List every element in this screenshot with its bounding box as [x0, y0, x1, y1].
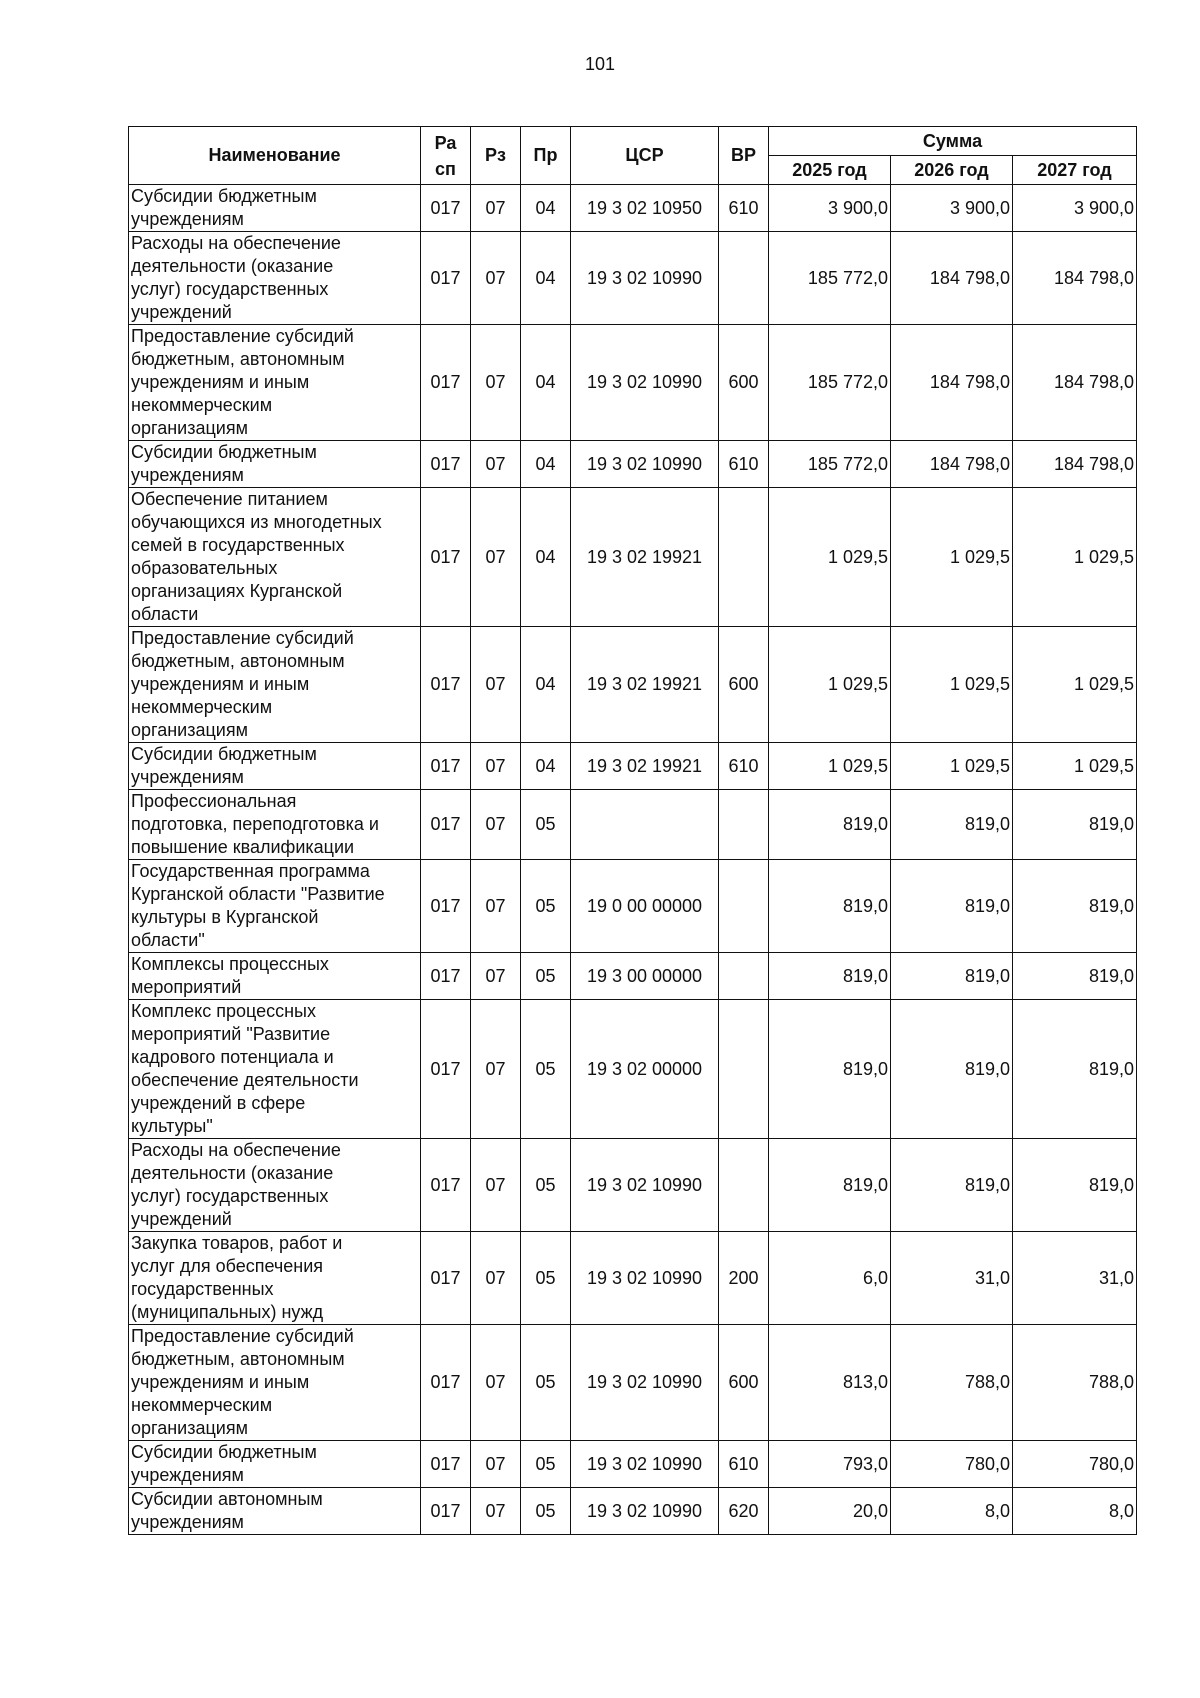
cell-pr: 05 — [521, 790, 571, 860]
cell-csr: 19 3 02 10990 — [571, 441, 719, 488]
cell-name: Государственная программа Курганской области "Развитие культуры в Курганской области" — [129, 860, 421, 953]
cell-csr: 19 0 00 00000 — [571, 860, 719, 953]
cell-csr: 19 3 02 10950 — [571, 185, 719, 232]
cell-2027: 31,0 — [1013, 1232, 1137, 1325]
cell-2027: 1 029,5 — [1013, 488, 1137, 627]
cell-rasp: 017 — [421, 1325, 471, 1441]
cell-2027: 819,0 — [1013, 953, 1137, 1000]
cell-2025: 793,0 — [769, 1441, 891, 1488]
cell-rz: 07 — [471, 1000, 521, 1139]
cell-name: Субсидии бюджетным учреждениям — [129, 1441, 421, 1488]
cell-2027: 3 900,0 — [1013, 185, 1137, 232]
page-number: 101 — [584, 54, 616, 74]
cell-2026: 31,0 — [891, 1232, 1013, 1325]
cell-2027: 819,0 — [1013, 1000, 1137, 1139]
cell-2027: 819,0 — [1013, 860, 1137, 953]
cell-pr: 04 — [521, 627, 571, 743]
cell-2025: 819,0 — [769, 860, 891, 953]
header-name: Наименование — [129, 127, 421, 185]
cell-vr — [719, 1139, 769, 1232]
cell-rasp: 017 — [421, 627, 471, 743]
cell-pr: 05 — [521, 1232, 571, 1325]
cell-2026: 788,0 — [891, 1325, 1013, 1441]
header-year-2025: 2025 год — [769, 156, 891, 185]
header-vr: ВР — [719, 127, 769, 185]
cell-rz: 07 — [471, 860, 521, 953]
cell-vr — [719, 953, 769, 1000]
cell-2027: 819,0 — [1013, 790, 1137, 860]
table-row — [129, 1139, 1137, 1232]
cell-2027: 1 029,5 — [1013, 743, 1137, 790]
cell-vr: 610 — [719, 441, 769, 488]
header-rz: Рз — [471, 127, 521, 185]
cell-name: Комплексы процессных мероприятий — [129, 953, 421, 1000]
cell-name: Субсидии бюджетным учреждениям — [129, 185, 421, 232]
cell-pr: 04 — [521, 743, 571, 790]
cell-2027: 184 798,0 — [1013, 441, 1137, 488]
cell-pr: 05 — [521, 1441, 571, 1488]
table-row — [129, 953, 1137, 1000]
cell-rz: 07 — [471, 325, 521, 441]
cell-pr: 04 — [521, 441, 571, 488]
cell-csr: 19 3 02 10990 — [571, 1441, 719, 1488]
cell-rasp: 017 — [421, 1000, 471, 1139]
cell-name: Предоставление субсидий бюджетным, автономным учреждениям и иным некоммерческим организациям — [129, 325, 421, 441]
cell-csr: 19 3 02 19921 — [571, 743, 719, 790]
cell-vr — [719, 232, 769, 325]
cell-vr — [719, 1000, 769, 1139]
cell-rz: 07 — [471, 1232, 521, 1325]
cell-2025: 6,0 — [769, 1232, 891, 1325]
cell-pr: 04 — [521, 488, 571, 627]
cell-pr: 04 — [521, 185, 571, 232]
table-row — [129, 488, 1137, 627]
table-header — [129, 127, 1137, 185]
cell-2026: 819,0 — [891, 790, 1013, 860]
table-row — [129, 185, 1137, 232]
cell-2025: 20,0 — [769, 1488, 891, 1535]
cell-2026: 3 900,0 — [891, 185, 1013, 232]
cell-rz: 07 — [471, 790, 521, 860]
cell-csr: 19 3 02 10990 — [571, 1139, 719, 1232]
cell-2027: 8,0 — [1013, 1488, 1137, 1535]
cell-name: Обеспечение питанием обучающихся из многодетных семей в государственных образовательных организациях Курганской области — [129, 488, 421, 627]
cell-rz: 07 — [471, 441, 521, 488]
table-row — [129, 627, 1137, 743]
cell-rz: 07 — [471, 1441, 521, 1488]
cell-csr: 19 3 02 10990 — [571, 1325, 719, 1441]
cell-vr — [719, 488, 769, 627]
cell-name: Расходы на обеспечение деятельности (оказание услуг) государственных учреждений — [129, 1139, 421, 1232]
table-row — [129, 1488, 1137, 1535]
cell-rasp: 017 — [421, 232, 471, 325]
cell-2025: 1 029,5 — [769, 627, 891, 743]
budget-table — [128, 126, 1137, 1535]
cell-vr: 610 — [719, 743, 769, 790]
table-body — [129, 185, 1137, 1535]
cell-2025: 185 772,0 — [769, 441, 891, 488]
cell-rz: 07 — [471, 1488, 521, 1535]
cell-rz: 07 — [471, 185, 521, 232]
header-year-2027: 2027 год — [1013, 156, 1137, 185]
cell-rasp: 017 — [421, 1441, 471, 1488]
header-pr: Пр — [521, 127, 571, 185]
cell-vr: 610 — [719, 185, 769, 232]
cell-name: Комплекс процессных мероприятий "Развитие кадрового потенциала и обеспечение деятельности учреждений в сфере культуры" — [129, 1000, 421, 1139]
table-row — [129, 441, 1137, 488]
cell-2025: 819,0 — [769, 790, 891, 860]
cell-2025: 1 029,5 — [769, 743, 891, 790]
cell-pr: 05 — [521, 1139, 571, 1232]
cell-2025: 819,0 — [769, 953, 891, 1000]
header-year-2026: 2026 год — [891, 156, 1013, 185]
cell-name: Предоставление субсидий бюджетным, автономным учреждениям и иным некоммерческим организациям — [129, 627, 421, 743]
cell-rz: 07 — [471, 232, 521, 325]
cell-rz: 07 — [471, 627, 521, 743]
cell-name: Профессиональная подготовка, переподготовка и повышение квалификации — [129, 790, 421, 860]
cell-vr — [719, 860, 769, 953]
cell-2026: 1 029,5 — [891, 627, 1013, 743]
cell-2026: 819,0 — [891, 1000, 1013, 1139]
cell-csr: 19 3 02 10990 — [571, 325, 719, 441]
header-rasp: Ра сп — [421, 127, 471, 185]
cell-2026: 184 798,0 — [891, 232, 1013, 325]
cell-vr: 600 — [719, 627, 769, 743]
cell-2026: 1 029,5 — [891, 743, 1013, 790]
cell-csr: 19 3 02 19921 — [571, 627, 719, 743]
table-row — [129, 743, 1137, 790]
cell-pr: 05 — [521, 1325, 571, 1441]
header-csr: ЦСР — [571, 127, 719, 185]
cell-rasp: 017 — [421, 325, 471, 441]
cell-name: Субсидии бюджетным учреждениям — [129, 743, 421, 790]
cell-2025: 185 772,0 — [769, 325, 891, 441]
cell-csr — [571, 790, 719, 860]
cell-rz: 07 — [471, 743, 521, 790]
cell-vr — [719, 790, 769, 860]
cell-2026: 1 029,5 — [891, 488, 1013, 627]
table-row — [129, 860, 1137, 953]
cell-name: Субсидии бюджетным учреждениям — [129, 441, 421, 488]
cell-pr: 05 — [521, 953, 571, 1000]
table-row — [129, 325, 1137, 441]
cell-rasp: 017 — [421, 953, 471, 1000]
cell-rasp: 017 — [421, 1488, 471, 1535]
cell-rz: 07 — [471, 1325, 521, 1441]
cell-vr: 620 — [719, 1488, 769, 1535]
cell-2025: 813,0 — [769, 1325, 891, 1441]
cell-vr: 610 — [719, 1441, 769, 1488]
cell-name: Закупка товаров, работ и услуг для обеспечения государственных (муниципальных) нужд — [129, 1232, 421, 1325]
cell-csr: 19 3 02 10990 — [571, 1488, 719, 1535]
cell-2027: 819,0 — [1013, 1139, 1137, 1232]
header-sum: Сумма — [769, 127, 1137, 156]
cell-pr: 04 — [521, 232, 571, 325]
cell-csr: 19 3 00 00000 — [571, 953, 719, 1000]
cell-pr: 04 — [521, 325, 571, 441]
cell-2025: 819,0 — [769, 1000, 891, 1139]
cell-csr: 19 3 02 10990 — [571, 232, 719, 325]
cell-2025: 3 900,0 — [769, 185, 891, 232]
cell-2026: 184 798,0 — [891, 441, 1013, 488]
cell-rasp: 017 — [421, 743, 471, 790]
cell-rasp: 017 — [421, 1139, 471, 1232]
cell-vr: 200 — [719, 1232, 769, 1325]
cell-rz: 07 — [471, 1139, 521, 1232]
cell-csr: 19 3 02 19921 — [571, 488, 719, 627]
cell-2026: 819,0 — [891, 1139, 1013, 1232]
cell-2027: 780,0 — [1013, 1441, 1137, 1488]
cell-2027: 184 798,0 — [1013, 232, 1137, 325]
cell-rasp: 017 — [421, 1232, 471, 1325]
table-row — [129, 1325, 1137, 1441]
cell-2027: 1 029,5 — [1013, 627, 1137, 743]
cell-2026: 819,0 — [891, 860, 1013, 953]
cell-2025: 819,0 — [769, 1139, 891, 1232]
table-row — [129, 790, 1137, 860]
cell-2027: 788,0 — [1013, 1325, 1137, 1441]
cell-2026: 780,0 — [891, 1441, 1013, 1488]
cell-2025: 185 772,0 — [769, 232, 891, 325]
table-row — [129, 1441, 1137, 1488]
cell-name: Расходы на обеспечение деятельности (оказание услуг) государственных учреждений — [129, 232, 421, 325]
cell-rasp: 017 — [421, 860, 471, 953]
cell-pr: 05 — [521, 1000, 571, 1139]
cell-pr: 05 — [521, 860, 571, 953]
cell-rasp: 017 — [421, 441, 471, 488]
cell-2026: 819,0 — [891, 953, 1013, 1000]
table-row — [129, 1000, 1137, 1139]
cell-csr: 19 3 02 00000 — [571, 1000, 719, 1139]
table-row — [129, 1232, 1137, 1325]
cell-rz: 07 — [471, 953, 521, 1000]
cell-name: Субсидии автономным учреждениям — [129, 1488, 421, 1535]
cell-rasp: 017 — [421, 185, 471, 232]
cell-pr: 05 — [521, 1488, 571, 1535]
cell-rasp: 017 — [421, 488, 471, 627]
cell-vr: 600 — [719, 325, 769, 441]
cell-2025: 1 029,5 — [769, 488, 891, 627]
cell-2026: 184 798,0 — [891, 325, 1013, 441]
cell-vr: 600 — [719, 1325, 769, 1441]
cell-rz: 07 — [471, 488, 521, 627]
table-row — [129, 232, 1137, 325]
cell-csr: 19 3 02 10990 — [571, 1232, 719, 1325]
cell-rasp: 017 — [421, 790, 471, 860]
cell-2026: 8,0 — [891, 1488, 1013, 1535]
cell-name: Предоставление субсидий бюджетным, автономным учреждениям и иным некоммерческим организациям — [129, 1325, 421, 1441]
cell-2027: 184 798,0 — [1013, 325, 1137, 441]
